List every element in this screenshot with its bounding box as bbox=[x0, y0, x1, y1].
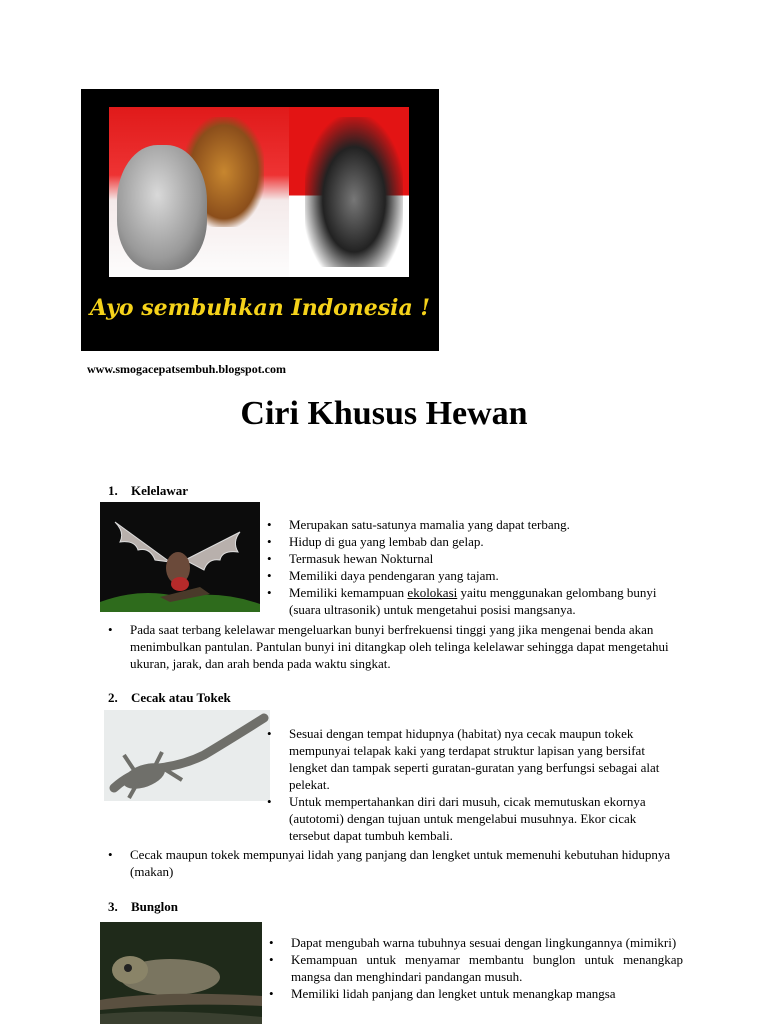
banner-artwork bbox=[109, 107, 409, 277]
gecko-photo bbox=[104, 710, 270, 801]
page-title: Ciri Khusus Hewan bbox=[240, 395, 528, 432]
kelelawar-bullets bbox=[289, 516, 689, 618]
list-item: • Untuk mempertahankan diri dari musuh, cicak memutuskan ekornya (autotomi) dengan tujuan untuk mengelabui musuhnya. Ekor cicak tersebut dapat tumbuh kembali. bbox=[289, 793, 675, 844]
bat-photo bbox=[100, 502, 260, 612]
section-title: Kelelawar bbox=[131, 483, 189, 498]
chameleon-photo bbox=[100, 922, 262, 1024]
list-item: • Kemampuan untuk menyamar membantu bunglon untuk menangkap mangsa dan menghindari pandangan musuh. bbox=[291, 951, 683, 985]
list-item: • Dapat mengubah warna tubuhnya sesuai dengan lingkungannya (mimikri) bbox=[291, 934, 683, 951]
list-item: • Memiliki daya pendengaran yang tajam. bbox=[289, 567, 689, 584]
section-heading-bunglon bbox=[108, 899, 178, 915]
list-item: • Sesuai dengan tempat hidupnya (habitat) nya cecak maupun tokek mempunyai telapak kaki yang terdapat struktur lapisan yang bersifat lengket dan tampak seperti guratan-guratan yang berfungsi sebagai alat pelekat. bbox=[289, 725, 675, 793]
section-number: 2. bbox=[108, 690, 118, 705]
list-item: • Pada saat terbang kelelawar mengeluarkan bunyi berfrekuensi tinggi yang jika mengenai benda akan menimbulkan pantulan. Pantulan bunyi ini ditangkap oleh telinga kelelawar sehingga dapat mengetahui ukuran, jarak, dan arah benda pada waktu singkat. bbox=[130, 621, 675, 672]
bunglon-bullets bbox=[291, 934, 683, 1002]
list-item: • Memiliki kemampuan ekolokasi yaitu menggunakan gelombang bunyi (suara ultrasonik) untuk mengetahui posisi mangsanya. bbox=[289, 584, 689, 618]
section-title: Bunglon bbox=[131, 899, 178, 914]
list-item: • Memiliki lidah panjang dan lengket untuk menangkap mangsa bbox=[291, 985, 683, 1002]
list-item: • Hidup di gua yang lembab dan gelap. bbox=[289, 533, 689, 550]
section-heading-kelelawar bbox=[108, 483, 188, 499]
banner-image bbox=[81, 89, 439, 351]
masked-figure bbox=[305, 117, 403, 267]
kelelawar-extra bbox=[130, 621, 675, 672]
ekolokasi-link[interactable]: ekolokasi bbox=[407, 585, 458, 600]
banner-slogan: Ayo sembuhkan Indonesia ! bbox=[89, 295, 431, 321]
cecak-bullets bbox=[289, 725, 675, 844]
cecak-extra bbox=[130, 846, 675, 880]
list-item: • Cecak maupun tokek mempunyai lidah yang panjang dan lengket untuk memenuhi kebutuhan hidupnya (makan) bbox=[130, 846, 675, 880]
section-heading-cecak bbox=[108, 690, 231, 706]
list-item: • Termasuk hewan Nokturnal bbox=[289, 550, 689, 567]
portrait-face bbox=[117, 145, 207, 270]
section-number: 1. bbox=[108, 483, 118, 498]
section-number: 3. bbox=[108, 899, 118, 914]
list-item: • Merupakan satu-satunya mamalia yang dapat terbang. bbox=[289, 516, 689, 533]
blog-url[interactable]: www.smogacepatsembuh.blogspot.com bbox=[87, 362, 287, 376]
section-title: Cecak atau Tokek bbox=[131, 690, 231, 705]
